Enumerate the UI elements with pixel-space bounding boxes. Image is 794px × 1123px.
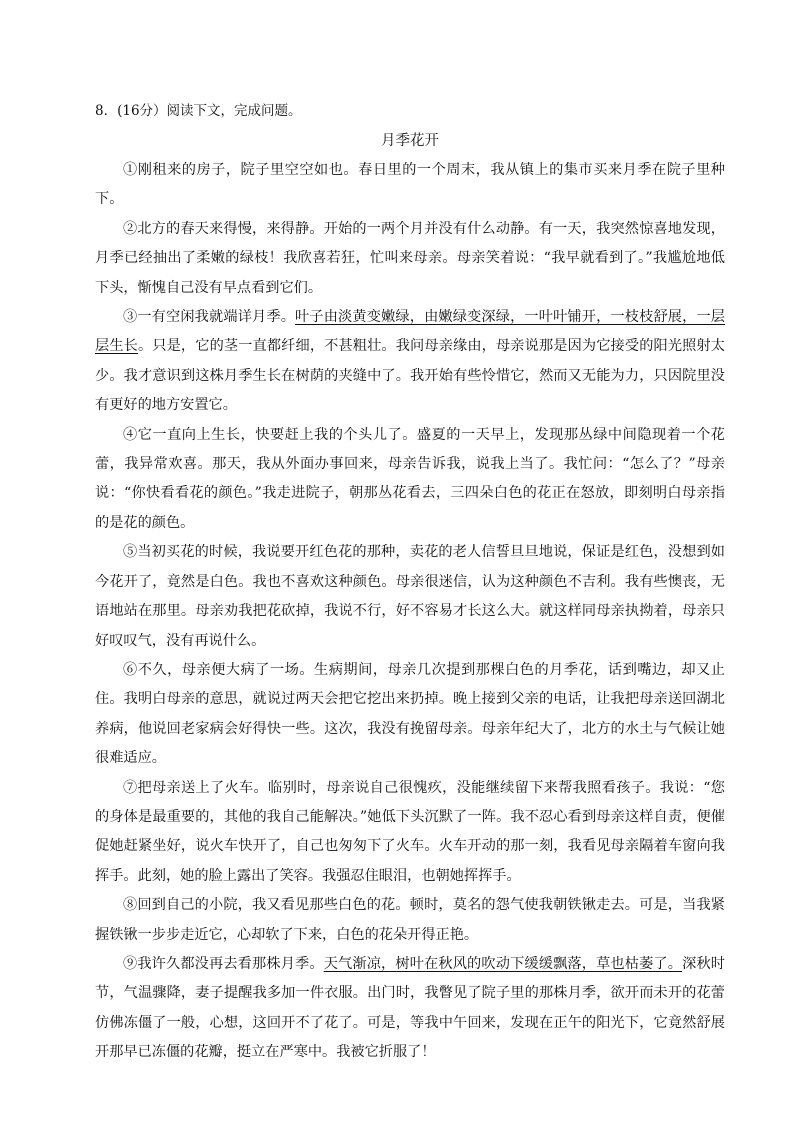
essay-paragraph-6 bbox=[95, 656, 725, 774]
paragraph-text: ⑨我许久都没再去看那株月季。 bbox=[123, 955, 324, 972]
underlined-sentence: 天气渐凉，树叶在秋风的吹动下缓缓飘落，草也枯萎了。 bbox=[323, 955, 683, 972]
essay-title: 月季花开 bbox=[381, 133, 439, 149]
paragraph-text: 深秋时节，气温骤降，妻子提醒我多加一件衣服。出门时，我瞥见了院子里的那株月季，欲开而未开的花蕾仿佛冻僵了一般，心想，这回开不了花了。可是，等我中午回来，发现在正午的阳光下，它竟然舒展开那早已冻僵的花瓣，挺立在严寒中。我被它折服了！ bbox=[95, 955, 725, 1061]
question-header: 8．(16分）阅读下文，完成问题。 bbox=[95, 103, 302, 119]
essay-body bbox=[95, 156, 725, 1068]
paragraph-text: ①刚租来的房子，院子里空空如也。春日里的一个周末，我从镇上的集市买来月季在院子里种下。 bbox=[95, 162, 725, 208]
paragraph-text: ②北方的春天来得慢，来得静。开始的一两个月并没有什么动静。有一天，我突然惊喜地发现，月季已经抽出了柔嫩的绿枝！我欣喜若狂，忙叫来母亲。母亲笑着说：“我早就看到了。”我尴尬地低下头，惭愧自己没有早点看到它们。 bbox=[95, 220, 725, 296]
essay-paragraph-3 bbox=[95, 303, 725, 421]
paragraph-text: ⑥不久，母亲便大病了一场。生病期间，母亲几次提到那棵白色的月季花，话到嘴边，却又止住。我明白母亲的意思，就说过两天会把它挖出来扔掉。晚上接到父亲的电话，让我把母亲送回湖北养病，他说回老家病会好得快一些。这次，我没有挽留母亲。母亲年纪大了，北方的水土与气候让她很难适应。 bbox=[95, 661, 725, 767]
paragraph-text: ⑧回到自己的小院，我又看见那些白色的花。顿时，莫名的怨气使我朝铁锹走去。可是，当我紧握铁锹一步步走近它，心却软了下来，白色的花朵开得正艳。 bbox=[95, 897, 725, 943]
essay-paragraph-5 bbox=[95, 538, 725, 656]
paragraph-text: ⑤当初买花的时候，我说要开红色花的那种，卖花的老人信誓旦旦地说，保证是红色，没想到如今花开了，竟然是白色。我也不喜欢这种颜色。母亲很迷信，认为这种颜色不吉利。我有些懊丧，无语地站在那里。母亲劝我把花砍掉，我说不行，好不容易才长这么大。就这样同母亲执拗着，母亲只好叹叹气，没有再说什么。 bbox=[95, 544, 725, 649]
essay-paragraph-9 bbox=[95, 950, 725, 1068]
essay-paragraph-4 bbox=[95, 421, 725, 539]
essay-paragraph-8 bbox=[95, 891, 725, 950]
paragraph-text: 。只是，它的茎一直都纤细，不甚粗壮。我问母亲缘由，母亲说那是因为它接受的阳光照射太少。我才意识到这株月季生长在树荫的夹缝中了。我开始有些怜惜它，然而又无能为力，只因院里没有更好的地方安置它。 bbox=[95, 338, 725, 414]
exam-page bbox=[95, 100, 725, 1068]
essay-paragraph-1 bbox=[95, 156, 725, 215]
paragraph-text: ⑦把母亲送上了火车。临别时，母亲说自己很愧疚，没能继续留下来帮我照看孩子。我说：“您的身体是最重要的，其他的我自己能解决。”她低下头沉默了一阵。我不忍心看到母亲这样自责，便催促她赶紧坐好，说火车快开了，自己也匆匆下了火车。火车开动的那一刻，我看见母亲隔着车窗向我挥手。此刻，她的脸上露出了笑容。我强忍住眼泪，也朝她挥挥手。 bbox=[95, 779, 725, 884]
essay-paragraph-7 bbox=[95, 774, 725, 892]
essay-paragraph-2 bbox=[95, 215, 725, 303]
paragraph-text: ④它一直向上生长，快要赶上我的个头儿了。盛夏的一天早上，发现那丛绿中间隐现着一个花蕾，我异常欢喜。那天，我从外面办事回来，母亲告诉我，说我上当了。我忙问：“怎么了？”母亲说：“你快看看花的颜色。”我走进院子，朝那丛花看去，三四朵白色的花正在怒放，即刻明白母亲指的是花的颜色。 bbox=[95, 426, 725, 531]
underlined-sentence: 叶子由淡黄变嫩绿，由嫩绿变深绿，一叶叶铺开，一枝枝舒展，一层层生长 bbox=[95, 309, 725, 355]
paragraph-text: ③一有空闲我就端详月季。 bbox=[123, 309, 296, 326]
